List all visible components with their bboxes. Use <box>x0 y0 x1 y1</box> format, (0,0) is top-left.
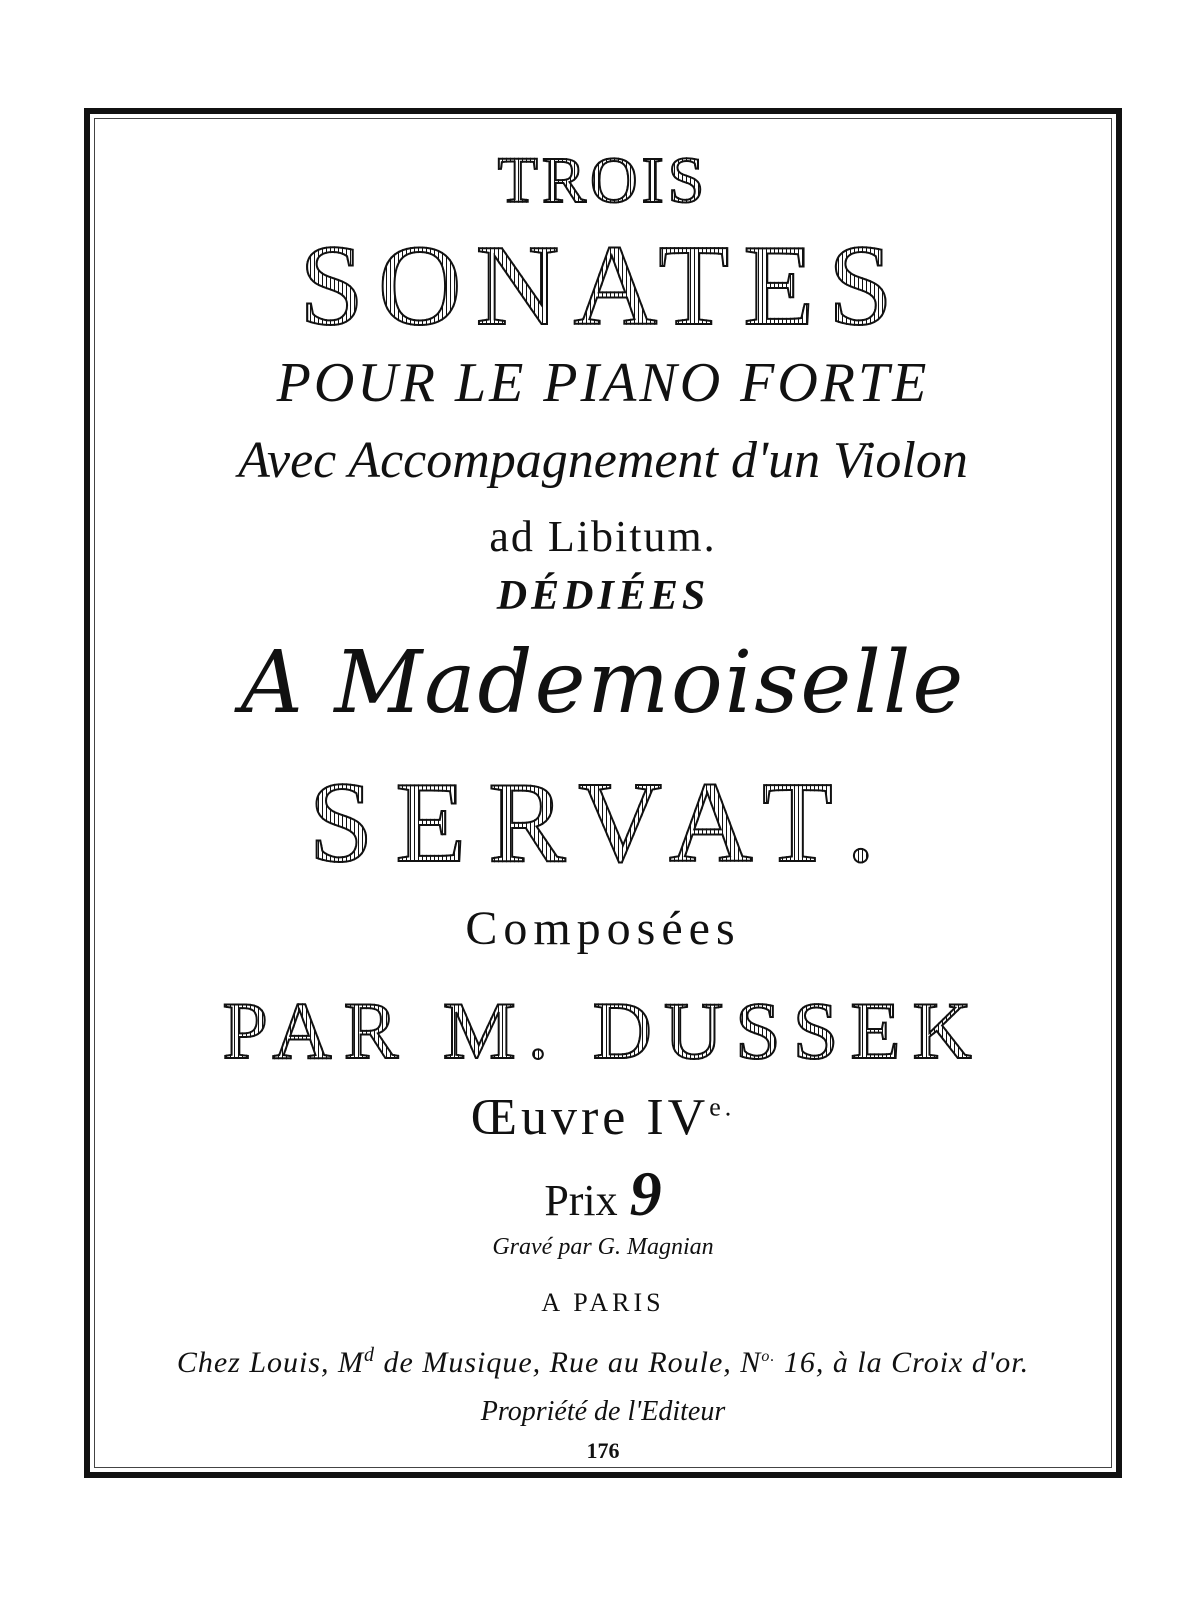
price-value: 9 <box>629 1158 662 1229</box>
dedicatee-name: SERVAT. <box>94 765 1112 881</box>
dedication-label: DÉDIÉES <box>496 573 710 619</box>
publisher-address <box>94 1345 1112 1378</box>
composer-name: PAR M. DUSSEK <box>94 990 1112 1072</box>
subtitle-pour-le-piano-forte: POUR LE PIANO FORTE <box>276 352 930 414</box>
opus-text: Œuvre IV <box>470 1089 710 1146</box>
heading-sonates: SONATES <box>94 228 1112 344</box>
opus-superscript: e. <box>709 1092 736 1122</box>
engraver-credit: Gravé par G. Magnian <box>492 1234 714 1260</box>
plate-number: 176 <box>586 1438 620 1463</box>
opus-line <box>94 1089 1112 1146</box>
address-sup-o: o. <box>761 1348 776 1365</box>
price-line <box>94 1158 1112 1229</box>
composed-label: Composées <box>465 902 741 955</box>
price-label: Prix <box>544 1176 618 1225</box>
subtitle-avec-accompagnement: Avec Accompagnement d'un Violon <box>238 432 968 489</box>
subtitle-ad-libitum: ad Libitum. <box>489 512 717 561</box>
ownership-note: Propriété de l'Editeur <box>480 1396 726 1427</box>
address-part-2: de Musique, Rue au Roule, N <box>375 1346 762 1379</box>
address-sup-d: d <box>364 1344 376 1366</box>
heading-trois: TROIS <box>94 148 1112 214</box>
address-part-3: 16, à la Croix d'or. <box>775 1346 1030 1379</box>
address-part-1: Chez Louis, M <box>176 1346 365 1379</box>
publisher-city: A PARIS <box>541 1288 665 1317</box>
dedication-mademoiselle: A Mademoiselle <box>240 633 966 733</box>
